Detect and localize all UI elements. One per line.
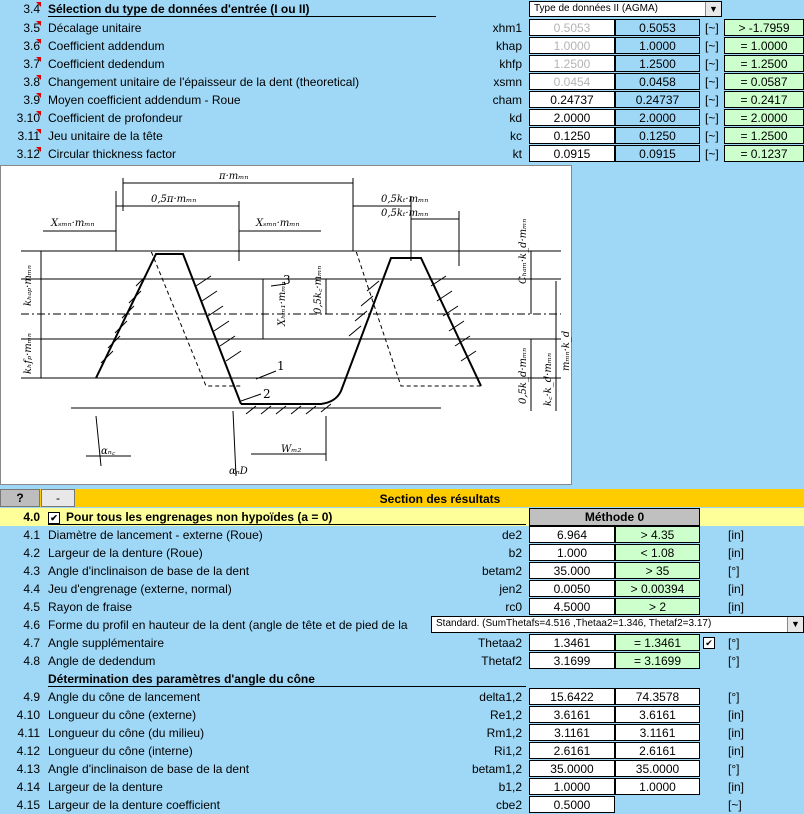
value-computed: 1.2500 [615,55,700,72]
dim-label-half-kt-mid: 0,5kₜ·mₘₙ [381,208,429,219]
non-hypoid-label-text: Pour tous les engrenages non hypoïdes (a = 0) [66,510,333,524]
row-symbol: Rm1,2 [486,726,522,740]
row-label: Longueur du cône (externe) [48,708,197,722]
value-input[interactable]: 1.000 [529,544,615,561]
dim-label-alpha-nc: αₙ꜀ [101,446,116,457]
row-number: 4.0 [23,510,40,524]
value-input[interactable]: 6.964 [529,526,615,543]
row-number: 3.5 [23,21,40,35]
value-input[interactable]: 1.2500 [529,55,615,72]
row-number: 3.6 [23,39,40,53]
row-label: Coefficient de profondeur [48,111,183,125]
comment-marker [36,21,41,26]
value-input[interactable]: 1.0000 [529,37,615,54]
row-label: Circular thickness factor [48,147,177,161]
row-number: 3.9 [23,93,40,107]
row-number: 4.8 [23,654,40,668]
input-type-label: Sélection du type de données d'entrée (I ou II) [48,2,310,16]
row-label: Angle de dedendum [48,654,156,668]
value-computed: 0.1250 [615,127,700,144]
parameter-row [0,37,804,55]
row-label: Jeu unitaire de la tête [48,129,163,143]
row-number: 4.3 [23,564,40,578]
value-input[interactable]: 0.0915 [529,145,615,162]
input-type-select[interactable] [529,1,722,17]
value-computed: 0.0458 [615,73,700,90]
value-gear: 3.6161 [615,706,700,723]
dim-label-half-kc: 0,5k꜀·mₘₙ [313,265,324,314]
dim-label-wm2: Wₘ₂ [281,444,302,455]
row-label: Moyen coefficient addendum - Roue [48,93,241,107]
row-unit: [°] [728,762,740,776]
non-hypoid-checkbox[interactable]: ✔ [48,512,60,524]
check-result: = 1.2500 [724,127,804,144]
dim-label-cham-kd: Cₕₐₘ·k_d·mₘₙ [518,218,529,284]
row-label: Jeu d'engrenage (externe, normal) [48,582,232,596]
comment-marker [36,2,41,7]
row-symbol: kd [509,111,522,125]
row-number: 3.4 [23,2,40,16]
row-unit: [~] [705,75,719,89]
cone-params-header [0,670,804,688]
row-number: 4.10 [16,708,40,722]
value-computed: 2.0000 [615,109,700,126]
row-number: 4.2 [23,546,40,560]
cone-row [0,796,804,814]
value-pinion: 1.0000 [529,778,615,795]
comment-marker [36,75,41,80]
row-unit: [°] [728,564,740,578]
dim-label-alpha-nd: αₙD [229,466,248,477]
row-symbol: kt [512,147,522,161]
check-result: = 1.0000 [724,37,804,54]
row-unit: [in] [728,600,745,614]
row-label: Largeur de la denture (Roue) [48,546,203,560]
row-unit: [~] [705,93,719,107]
value-computed: 1.0000 [615,37,700,54]
parameter-row [0,127,804,145]
comment-marker [36,93,41,98]
dim-label-khap: kₕₐₚ·mₘₙ [23,265,34,306]
row-unit: [~] [705,39,719,53]
result-row [0,562,804,580]
row-number: 4.5 [23,600,40,614]
cone-params-title: Détermination des paramètres d'angle du cône [48,672,315,686]
check-result: = 1.2500 [724,55,804,72]
row-unit: [in] [728,708,745,722]
non-hypoid-label [48,510,332,524]
row-label: Décalage unitaire [48,21,142,35]
result-row [0,580,804,598]
check-result: > 0.00394 [615,580,700,597]
value-pinion: 0.5000 [529,796,615,813]
row-symbol: cham [492,93,522,107]
parameter-row [0,109,804,127]
row-number: 4.14 [16,780,40,794]
chevron-down-icon[interactable]: ▼ [787,617,803,632]
dim-label-xsmn-mid: Xₛₘₙ·mₘₙ [256,218,300,229]
value-computed: 0.24737 [615,91,700,108]
row-symbol: b2 [508,546,522,560]
row-number: 4.11 [17,726,40,740]
value-gear: 74.3578 [615,688,700,705]
check-result: = 3.1699 [615,652,700,669]
value-input[interactable]: 1.3461 [529,634,615,651]
parameter-row [0,91,804,109]
result-row [0,544,804,562]
parameter-row [0,73,804,91]
value-input[interactable]: 0.1250 [529,127,615,144]
row-unit: [~] [705,57,719,71]
row-symbol: kc [510,129,522,143]
row-number: 4.6 [23,618,40,632]
parameter-row [0,145,804,163]
cone-row [0,742,804,760]
parameter-row [0,19,804,37]
row-number: 3.12 [16,147,40,161]
row-symbol: khap [495,39,522,53]
row-3-4 [0,0,804,18]
row-label: Diamètre de lancement - externe (Roue) [48,528,263,542]
row-label: Angle d'inclinaison de base de la dent [48,564,250,578]
label-underline [48,686,526,687]
value-input[interactable]: 0.24737 [529,91,615,108]
row-symbol: xhm1 [492,21,522,35]
method-header: Méthode 0 [529,508,700,526]
row-unit: [in] [728,726,745,740]
row-unit: [in] [728,546,745,560]
comment-marker [36,129,41,134]
cone-row [0,778,804,796]
profile-shape-select[interactable] [431,616,804,633]
row-symbol: de2 [501,528,522,542]
results-section-title: Section des résultats [379,492,501,506]
row-number: 4.13 [16,762,40,776]
parameter-row [0,55,804,73]
check-result: = 0.1237 [724,145,804,162]
cone-row [0,760,804,778]
row-4-7 [0,634,804,652]
row-unit: [~] [705,111,719,125]
value-input[interactable]: 0.0050 [529,580,615,597]
row-symbol: Thetaa2 [477,636,522,650]
row-number: 3.7 [23,57,40,71]
check-result: > -1.7959 [724,19,804,36]
callout-3: 3 [283,273,291,287]
collapse-button[interactable]: - [41,489,75,507]
value-gear: 35.0000 [615,760,700,777]
profile-shape-label: Forme du profil en hauteur de la dent (angle de tête et de pied de la [48,618,408,632]
row-number: 3.8 [23,75,40,89]
cone-row [0,724,804,742]
row-unit: [°] [728,690,740,704]
value-pinion: 2.6161 [529,742,615,759]
dim-label-half-pitch: 0,5π·mₘₙ [151,194,197,205]
gear-tooth-profile-diagram [0,165,572,485]
row-4-8 [0,652,804,670]
row-label: Coefficient addendum [48,39,165,53]
check-result: > 2 [615,598,700,615]
row-unit: [°] [728,636,740,650]
row-symbol: rc0 [505,600,522,614]
profile-shape-select-value: Standard. (SumThetafs=4.516 ,Thetaa2=1.346, Thetaf2=3.17) [436,618,712,629]
value-input[interactable]: 0.5053 [529,19,615,36]
value-input[interactable]: 0.0454 [529,73,615,90]
row-number: 4.1 [23,528,40,542]
help-button[interactable]: ? [0,489,40,507]
row-symbol: Thetaf2 [481,654,522,668]
row-symbol: Re1,2 [489,708,522,722]
value-gear: 2.6161 [615,742,700,759]
dim-label-xsmn-left: Xₛₘₙ·mₘₙ [51,218,95,229]
dim-label-khfp: kₕfₚ·mₘₙ [23,333,34,374]
value-pinion: 3.6161 [529,706,615,723]
value-pinion: 15.6422 [529,688,615,705]
row-label: Coefficient dedendum [48,57,165,71]
row-unit: [in] [728,528,745,542]
row-symbol: Ri1,2 [493,744,522,758]
row-unit: [in] [728,582,745,596]
check-result: > 35 [615,562,700,579]
row-label: Angle supplémentaire [48,636,165,650]
row-unit: [~] [705,129,719,143]
callout-1: 1 [277,359,285,373]
comment-marker [36,57,41,62]
dim-label-pitch: π·mₘₙ [219,171,249,182]
dim-label-kc-kd: k꜀·k_d·mₘₙ [543,352,554,406]
label-underline [48,16,436,17]
dim-label-half-kd: 0,5k_d·mₘₙ [518,347,529,404]
value-pinion: 35.0000 [529,760,615,777]
value-input[interactable]: 3.1699 [529,652,615,669]
row-symbol: betam2 [481,564,522,578]
row-unit: [in] [728,780,745,794]
thetaa-checkbox[interactable]: ✔ [703,637,715,649]
row-label: Rayon de fraise [48,600,133,614]
row-4-6 [0,616,804,634]
check-result: = 0.2417 [724,91,804,108]
value-input[interactable]: 2.0000 [529,109,615,126]
comment-marker [36,111,41,116]
check-result: = 2.0000 [724,109,804,126]
row-label: Angle d'inclinaison de base de la dent [48,762,250,776]
row-number: 4.4 [23,582,40,596]
row-number: 4.12 [16,744,40,758]
value-computed: 0.5053 [615,19,700,36]
check-result: = 1.3461 [615,634,700,651]
row-unit: [°] [728,654,740,668]
row-label: Changement unitaire de l'épaisseur de la dent (theoretical) [48,75,360,89]
value-computed: 0.0915 [615,145,700,162]
label-underline [48,524,526,525]
chevron-down-icon[interactable]: ▼ [705,2,721,16]
dim-label-mmn-kd: mₘₙ·k_d [561,330,572,371]
row-unit: [in] [728,744,745,758]
value-input[interactable]: 4.5000 [529,598,615,615]
row-label: Angle du cône de lancement [48,690,201,704]
row-symbol: delta1,2 [479,690,522,704]
row-number: 4.9 [23,690,40,704]
row-symbol: jen2 [499,582,522,596]
comment-marker [36,147,41,152]
check-result: = 0.0587 [724,73,804,90]
row-number: 3.10 [16,111,40,125]
value-gear: 1.0000 [615,778,700,795]
row-unit: [~] [705,21,719,35]
check-result: < 1.08 [615,544,700,561]
row-symbol: betam1,2 [471,762,522,776]
row-symbol: xsmn [493,75,522,89]
row-label: Largeur de la denture coefficient [48,798,220,812]
row-number: 4.15 [16,798,40,812]
row-label: Longueur du cône (du milieu) [48,726,205,740]
row-unit: [~] [728,798,742,812]
dim-label-half-kt-top: 0,5kₜ·mₘₙ [381,194,429,205]
row-number: 4.7 [23,636,40,650]
row-symbol: khfp [499,57,522,71]
result-row [0,526,804,544]
value-input[interactable]: 35.000 [529,562,615,579]
input-type-select-value: Type de données II (AGMA) [534,3,658,14]
row-symbol: cbe2 [495,798,522,812]
callout-2: 2 [263,387,271,401]
cone-row [0,688,804,706]
row-symbol: b1,2 [498,780,522,794]
value-pinion: 3.1161 [529,724,615,741]
check-result: > 4.35 [615,526,700,543]
comment-marker [36,39,41,44]
row-label: Largeur de la denture [48,780,163,794]
row-unit: [~] [705,147,719,161]
row-number: 3.11 [17,129,40,143]
tooth-profile-drawing [1,166,573,486]
dim-label-xhm1: Xₕₘ₁·mₘₙ [277,281,288,326]
row-label: Longueur du cône (interne) [48,744,193,758]
value-gear: 3.1161 [615,724,700,741]
result-row [0,598,804,616]
cone-row [0,706,804,724]
